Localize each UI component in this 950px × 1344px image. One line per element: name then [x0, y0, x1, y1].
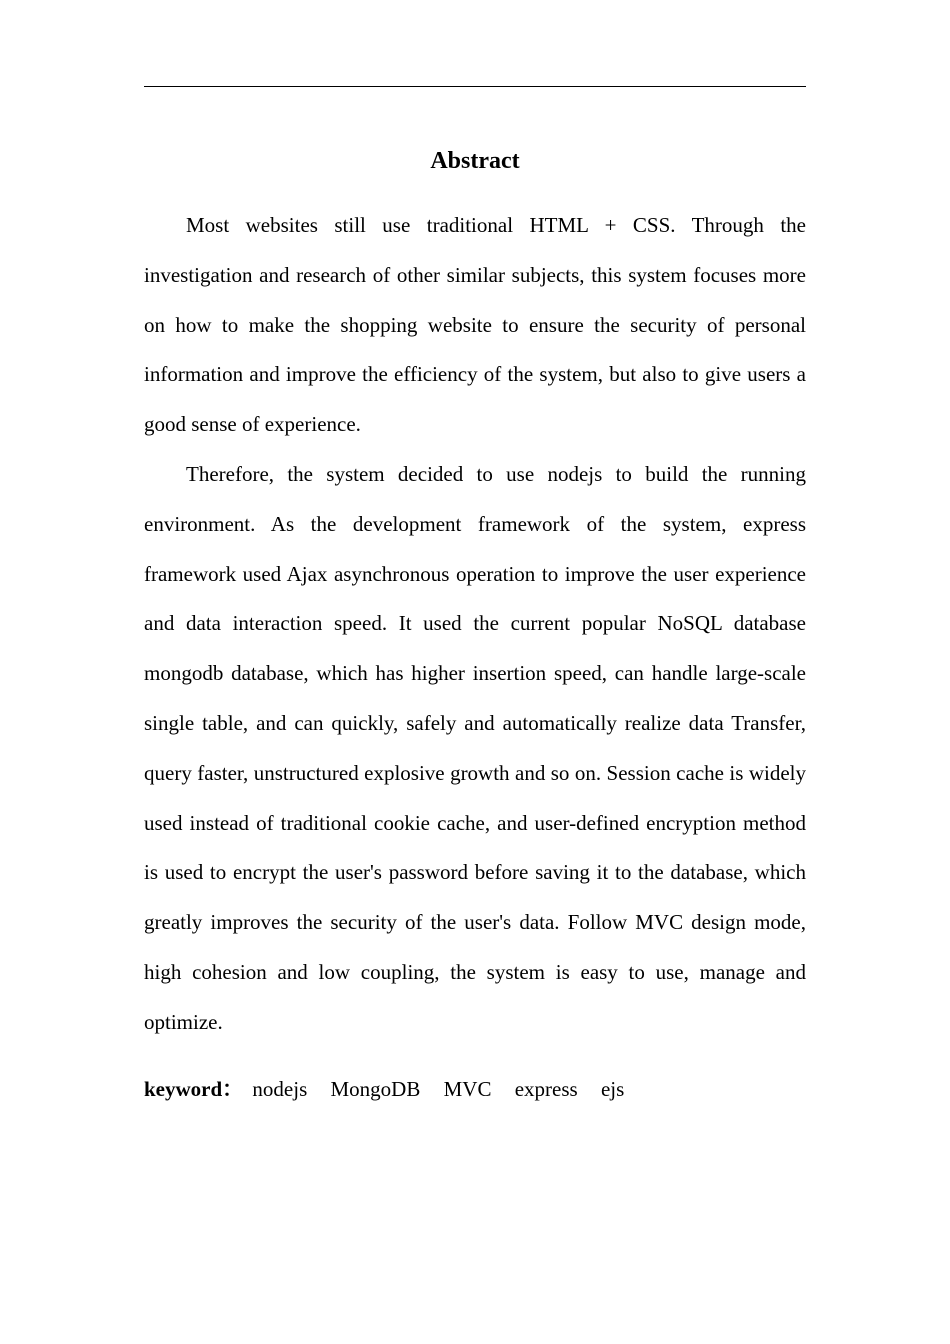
abstract-paragraph-2: Therefore, the system decided to use nodejs to build the running environment. As the development framework of the system, express framework used Ajax asynchronous operation to improve the user experience and data interaction speed. It used the current popular NoSQL database mongodb database, which has higher insertion speed, can handle large-scale single table, and can quickly, safely and automatically realize data Transfer, query faster, unstructured explosive growth and so on. Session cache is widely used instead of traditional cookie cache, and user-defined encryption method is used to encrypt the user's password before saving it to the database, which greatly improves the security of the user's data. Follow MVC design mode, high cohesion and low coupling, the system is easy to use, manage and optimize. — [144, 461, 806, 1034]
keyword-item: express — [514, 1077, 578, 1101]
abstract-paragraph-1: Most websites still use traditional HTML + CSS. Through the investigation and research of other similar subjects, this system focuses more on how to make the shopping website to ensure the security of personal information and improve the efficiency of the system, but also to give users a good sense of experience. — [144, 213, 806, 437]
keywords-line — [144, 1072, 806, 1106]
abstract-body — [144, 201, 806, 1048]
keywords-label: keyword — [144, 1077, 223, 1101]
keyword-item: ejs — [600, 1077, 625, 1101]
keyword-item: MongoDB — [330, 1077, 421, 1101]
header-rule — [144, 86, 806, 87]
keywords-separator: ： — [222, 1077, 244, 1101]
abstract-title: Abstract — [430, 148, 520, 174]
keyword-item: MVC — [443, 1077, 492, 1101]
keyword-item: nodejs — [252, 1077, 308, 1101]
